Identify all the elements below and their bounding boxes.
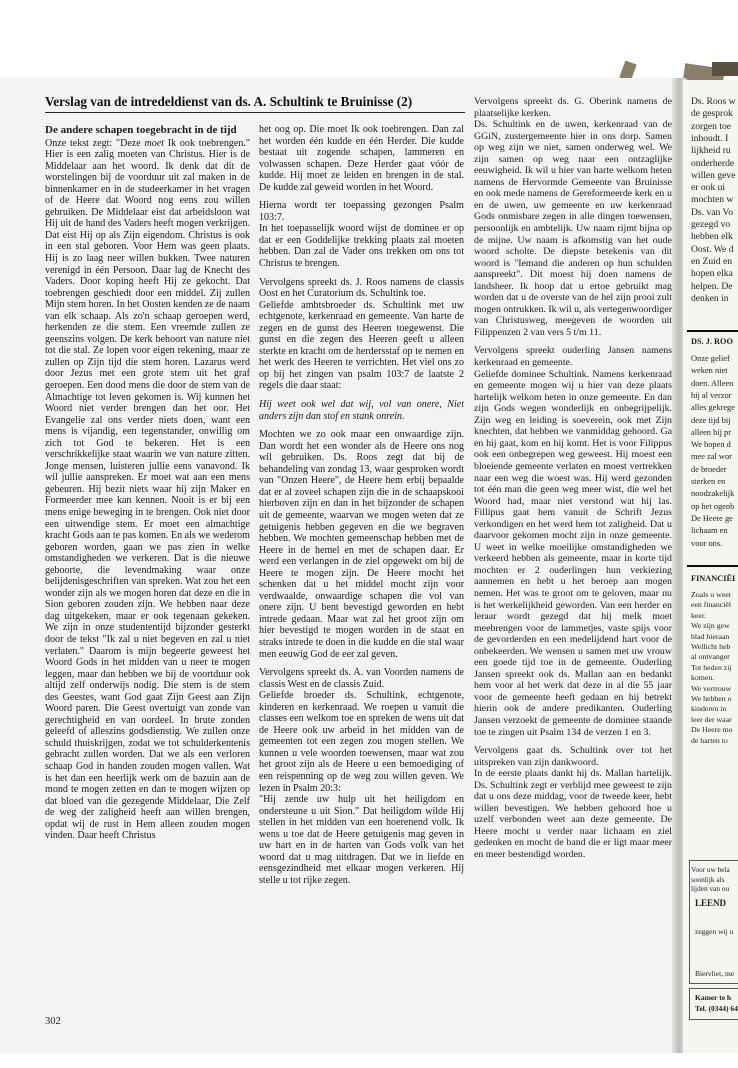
next-page-line: Zoals u weet bbox=[691, 590, 731, 599]
next-page-line: lijden van ou bbox=[691, 884, 730, 893]
text-column-1 bbox=[45, 124, 250, 849]
next-page-line: deze tijd bij bbox=[691, 415, 731, 425]
section-subtitle: De andere schapen toegebracht in de tijd bbox=[45, 124, 237, 136]
next-page-line: weken niet bbox=[691, 366, 728, 376]
next-page-line: Wellicht heb bbox=[691, 642, 731, 651]
next-page-line: We vertrouw bbox=[691, 683, 732, 693]
next-page-line: zorgen toe bbox=[691, 120, 732, 132]
next-page-line: sterken en bbox=[691, 477, 726, 486]
next-page-line: We zijn gew bbox=[691, 621, 730, 631]
next-page-line: alles gekrege bbox=[691, 403, 735, 413]
article-headline: Verslag van de intredeldienst van ds. A. Schultink te Bruinisse (2) bbox=[45, 94, 413, 109]
next-page-line: inhoudt. I bbox=[691, 132, 729, 144]
next-page-line: Tot heden zij bbox=[691, 662, 732, 672]
next-page-line: mochten w bbox=[691, 194, 734, 206]
next-page-line: hopen elka bbox=[691, 268, 733, 280]
paragraph: het oog op. Die moet Ik ook toebrengen. Dan zal het worden één kudde en één Herder. Die kudde bestaat uit zogende schapen, lammeren en volwassen schapen. Deze Herder gaat vóór de kudde. Hij moet ze leiden en brengen in de stal. De kudde zal geweid worden in het Woord. bbox=[259, 124, 464, 193]
text-column-3 bbox=[474, 96, 672, 868]
paragraph: Vervolgens spreekt ds. G. Oberink namens de plaatselijke kerken. Ds. Schultink en de uwen, kerkenraad van de GGiN, zustergemeente hier in ons dorp. Samen op weg zijn we niet, samen onderweg wel. We zijn samen op weg naar een ontzaglijke eeuwigheid. Ik wil u hier van harte welkom heten namens de Hervormde Gemeente van Bruinisse en ook mede namens de Gereformeerde kerk en u en de uwen, uw gemeente en uw kerkenraad Gods onmisbare zegen in alle dingen toewensen, persoonlijk en ambtelijk. Uw naam rijmt bijna op de mijne. Uw naam is afkomstig van het oude woord scholte. De diepste betekenis van dit woord is "Iemand die anderen op hun schulden aanspreekt". Dit moest hij doen namens de landsheer. Ik hoop dat u ertoe gebruikt mag worden dat u de overste van de hel zijn prooi zult mogen ontrukken. Ik wil u, als vertegenwoordiger van Christusweg, meegeven de woorden uit Filippenzen 2 van vers 5 t/m 11. bbox=[474, 96, 672, 338]
notice-box-title: LEEND bbox=[695, 898, 727, 908]
next-page-line: De Heere ge bbox=[691, 513, 733, 523]
next-page-line: komen. bbox=[691, 673, 715, 683]
next-page-line: de harten to bbox=[691, 735, 728, 745]
next-page-line: de gesprok bbox=[691, 108, 733, 120]
next-page-line: denken in bbox=[691, 292, 729, 304]
next-page-line: hebben elk bbox=[691, 231, 733, 243]
address-phone: Tel. (0344) 64 bbox=[695, 1004, 738, 1013]
paragraph: Vervolgens spreekt ouderling Jansen namens kerkenraad en gemeente. Geliefde dominee Schultink. Namens kerkenraad en gemeente mogen wij u hier van deze plaats hartelijk welkom heten in onze gemeente. En dan zijn Gods wegen wonderlijk en onbegrijpelijk. Zijn weg en leiding is soeverein, ook met Zijn knechten, dat hebben we vanmiddag gehoord. Ga en hij gaat, kom en hij komt. Het is voor Filippus ook een onbegrepen weg geweest. Hij moest een bloeiende gemeente verlaten en moest vertrekken naar een weg die woest was. Hij werd gezonden tot één man die geen weg meer wist, die wel het Woord had, maar niet verstond wat hij las. Fillipus gaat hem vanuit de Schrift Jezus verkondigen en het werd hem tot zaligheid. Dat u daarvoor gekomen mocht zijn in onze gemeente. U weet in welke moeilijke omstandigheden we verkeerd hebben als gemeente, maar in korte tijd mochten er 2 ouderlingen hun verkiezing aannemen en hebt u het beroep aan mogen nemen. Het was te groot om te geloven, maar nu is het werkelijkheid geworden. Van een herder en leraar wordt gezegd dat hij melk moet meebrengen voor de lammetjes, vaste spijs voor de gevorderden en een medelijdend hart voor de onbekeerden. We wensen u samen met uw vrouw een goede tijd toe in de gemeente. Ouderling Jansen spreekt ook ds. Mallan aan en bedankt hem voor al het werk dat deze in al die 55 jaar voor de gemeente heeft gedaan en hij betrekt hierin ook de andere predikanten. Ouderling Jansen verzoekt de gemeente de dominee staande toe te zingen uit Psalm 134 de verzen 1 en 3. bbox=[474, 345, 672, 738]
paragraph: Hierna wordt ter toepassing gezongen Psalm 103:7. In het toepasselijk woord wijst de dominee er op dat er een Goddelijke trekking plaats zal moeten hebben. Dan zal de Vader ons trekken om ons tot Christus te brengen. bbox=[259, 200, 464, 270]
next-page-line: voor ons. bbox=[691, 538, 723, 548]
page-tab-marker bbox=[712, 62, 738, 76]
address-title: Kamer te h bbox=[695, 993, 732, 1002]
next-page-line: gezegd vo bbox=[691, 219, 731, 230]
next-page-line: en Zuid en bbox=[691, 255, 733, 267]
next-page-line: kinderen in bbox=[691, 704, 727, 714]
page-number: 302 bbox=[45, 1016, 61, 1027]
next-page-line: Ds. Roos w bbox=[691, 96, 736, 107]
next-page-line: er ook ui bbox=[691, 182, 726, 194]
next-page-line: Ds. van Vo bbox=[691, 206, 734, 218]
next-page-line: noodzakelijk bbox=[691, 489, 735, 499]
next-page-line: alleen bij pr bbox=[691, 427, 731, 437]
next-page-line: doen. Alleen bbox=[691, 378, 734, 388]
next-page-line: een financiël bbox=[691, 600, 732, 610]
paragraph: Onze tekst zegt: "Deze moet Ik ook toebrengen." Hier is een zalig moeten van Christus. Hier is de Middelaar aan het woord. Ik denk dat dit de worstelingen bij de voorduur uit zal maken in de binnenkamer en in de studeerkamer in het vragen of de Heere dat Woord nog eens zou willen gebruiken. De Middelaar eist dat arbeidsloon wat Hij uit de hand des Vaders heeft mogen verkrijgen. Dat eist Hij op als Zijn eigendom. Christus is ook in een stal geboren. Voor Hem was geen plaats. Hij is zo laag neer willen bukken. Twee naturen verenigd in één Persoon. Daar lag de Knecht des Vaders. Door koping heeft Hij ze gekocht. Dat toebrengen geschiedt door een middel. Zij zullen Mijn stem horen. In het Oosten kenden ze de naam van elk schaap. Als zo'n schaap geroepen werd, herkenden ze die stem. Een vreemde zullen ze geenszins volgen. De kerk behoort van nature niet tot die stal. Ze lopen voor eigen rekening, maar ze zullen op Zijn tijd die stem horen. Lazarus werd door Jezus met een grote stem uit het graf geroepen. Een dood mens die door de stem van de Almachtige tot leven gekomen is. Wij kunnen het Woord niet verder brengen dan het oor. Het Evangelie zal ons verder niets doen, want een mens is vijandig, een tegenstander, onwillig om zich tot God te bekeren. Het is een verschrikkelijke staat waarin we van nature zitten. Jonge mensen, luisteren jullie eens vanavond. Ik wil jullie aanspreken. Er moet wat aan een mens gebeuren. Hij bezit niets waar hij zijn Maker en Formeerder mee kan kennen. Nooit is er bij een mens enige beweging in te brengen. Ook niet door een uitwendige stem. Er moet een almachtige kracht Gods aan te pas komen. En als we wederom geboren worden, gaan we pas zien in welke omstandigheden we verkeren. Dat is die nieuwe geboorte, die levendmaking waar onze belijdenisgeschriften van spreken. Wat zou het een wonder zijn als we mogen horen dat deze en die in Sion geboren zouden zijn. We hebben naar deze dag uitgekeken, maar er ook tegenaan gekeken. We zijn in onze studententijd bijzonder gesterkt door de tekst "Ik zal u niet begeven en zal u niet verlaten." Daarom is mijn begeerte geweest het Woord Gods in het midden van u neer te mogen leggen, maar dan hebben we bij de voortduur ook altijd zelf onderwijs nodig. Die stem is de stem des Geestes, want God gaat Zijn Geest aan Zijn Woord paren. Die Geest overtuigt van zonde van gerechtigheid en van oordeel. In brute zonden geleefd of alleszins godsdienstig. We zullen onze schuld thuiskrijgen, zodat we tot schulderkentenis gebracht zullen worden. Dat we als een verloren schaap God in handen zouden mogen vallen. Wat is het dan een heerlijk werk om de bazuin aan de mond te mogen zetten en dan te mogen wijzen op dat bloed van die gezegende Middelaar, Die Zelf de weg der zaligheid heeft aan willen brengen, opdat wij de rust in Hem alleen zouden mogen vinden. Daar heeft Christus bbox=[45, 137, 250, 842]
next-page-line: mee zal wor bbox=[691, 452, 732, 462]
notice-box-bottom: Biervliet, me bbox=[695, 969, 735, 978]
next-page-section-title: DS. J. ROO bbox=[691, 337, 733, 346]
next-page-line: lijkheid ru bbox=[691, 145, 731, 157]
next-page-line: lichaam en bbox=[691, 526, 728, 536]
next-page-line: leer der waar bbox=[691, 714, 732, 724]
text-column-2 bbox=[259, 124, 464, 893]
next-page-line: Oost. We d bbox=[691, 243, 734, 255]
next-page-line: Onze gelief bbox=[691, 354, 730, 363]
next-page-line: Voor uw bela bbox=[691, 865, 730, 874]
next-page-section-title: FINANCIËI bbox=[691, 574, 736, 583]
next-page-line: al ontvanger bbox=[691, 652, 730, 662]
section-rule bbox=[687, 565, 738, 567]
psalm-quote: Hij weet ook wel dat wij, vol van onere, Niet anders zijn dan stof en stank onrein. bbox=[259, 399, 464, 422]
next-page-line: op het ogenb bbox=[691, 501, 735, 511]
paragraph: Vervolgens spreekt ds. A. van Voorden namens de classis West en de classis Zuid. Geliefde broeder ds. Schultink, echtgenote, kinderen en kerkenraad. We roepen u vanuit die classes een welkom toe en spreken de wens uit dat de Heere ook uw arbeid in het midden van de gemeenten tot een zegen zou mogen stellen. We kunnen u vele woorden toewensen, maar wat zou het groot zijn als de Heere u een bemoediging of een reispenning op de weg zou willen geven. We lezen in Psalm 20:3: "Hij zende uw hulp uit het heiligdom en ondersteune u uit Sion." Dat heiligdom wilde Hij stellen in het midden van een hoerenend volk. Ik wens u toe dat de Heere getuigenis mag geven in uw hart en in de harten van Gods volk van het woord dat u mag uitdragen. Dat we in liefde en eensgezindheid met elkaar mogen verkeren. Hij stelle u tot rijke zegen. bbox=[259, 667, 464, 886]
paragraph: Mochten we zo ook maar een onwaardige zijn. Dan wordt het een wonder als de Heere ons nog wil gebruiken. Ds. Roos zegt dat bij de behandeling van zondag 13, waar gesproken wordt van "Onzen Heere", de Heere hem erbij bepaalde dat er al zoveel schapen zijn die in de schaapskooi hierboven zijn en dan in het bijzonder de schapen uit de gemeente, waarvan we mogen weten dat ze getuigenis hebben gegeven en die we begraven hebben. We mochten gemeenschap hebben met de Heere in de hemel en met de schapen daar. Er werd een verlangen in de ziel opgewekt om bij de Heere te mogen zijn. De Heere mocht het schenken dat u het middel mocht zijn voor verdwaalde, onwaardige schapen die vol van onere zijn. U bent bevestigd geworden en hebt intrede gedaan. Maar wat zal het groot zijn om hier bevestigd te mogen worden in de staat en straks intrede te doen in die kudde en die stal waar men eeuwig God de eer zal geven. bbox=[259, 429, 464, 660]
next-page-line: hij al verzor bbox=[691, 390, 732, 400]
next-page-line: keer. bbox=[691, 610, 706, 620]
next-page-line: We hopen d bbox=[691, 440, 731, 450]
notice-box-footer: zeggen wij u bbox=[695, 927, 734, 936]
next-page-line: We hebben o bbox=[691, 694, 732, 703]
next-page-line: helpen. De bbox=[691, 280, 733, 292]
section-rule bbox=[687, 330, 738, 332]
next-page-line: de broeder bbox=[691, 464, 727, 474]
paragraph: Vervolgens spreekt ds. J. Roos namens de classis Oost en het Curatorium ds. Schultink toe. Geliefde ambtsbroeder ds. Schultink met uw echtgenote, kerkenraad en gemeente. Van harte de zegen en de gunst des Heeren toegewenst. Die gunst en die zegen des Heeren geeft u alleen sterkte en kracht om de herdersstaf op te nemen en het werk des Heeren te verrichten. Het viel ons zo op bij het zingen van psalm 103:7 de laatste 2 regels die daar staat: bbox=[259, 276, 464, 392]
next-page-line: De Heere mo bbox=[691, 725, 733, 735]
next-page-line: soonlijk als bbox=[691, 874, 725, 884]
next-page-line: willen geve bbox=[691, 169, 736, 181]
headline-rule bbox=[45, 112, 465, 113]
next-page-line: onderherde bbox=[691, 157, 735, 169]
next-page-edge bbox=[682, 80, 738, 1053]
paragraph: Vervolgens gaat ds. Schultink over tot het uitspreken van zijn dankwoord. In de eerste plaats dankt hij ds. Mallan hartelijk. Ds. Schultink zegt er verblijd mee geweest te zijn dat u ons deze middag, voor de tweede keer, hebt willen bevestigen. We hebben gehoord hoe u uzelf verbonden weet aan deze gemeente. De Heere mocht u verder naar lichaam en ziel gedenken en mocht de band die er ligt maar meer en meer bestendigd worden. bbox=[474, 745, 672, 860]
next-page-line: blad hieraan bbox=[691, 631, 730, 641]
